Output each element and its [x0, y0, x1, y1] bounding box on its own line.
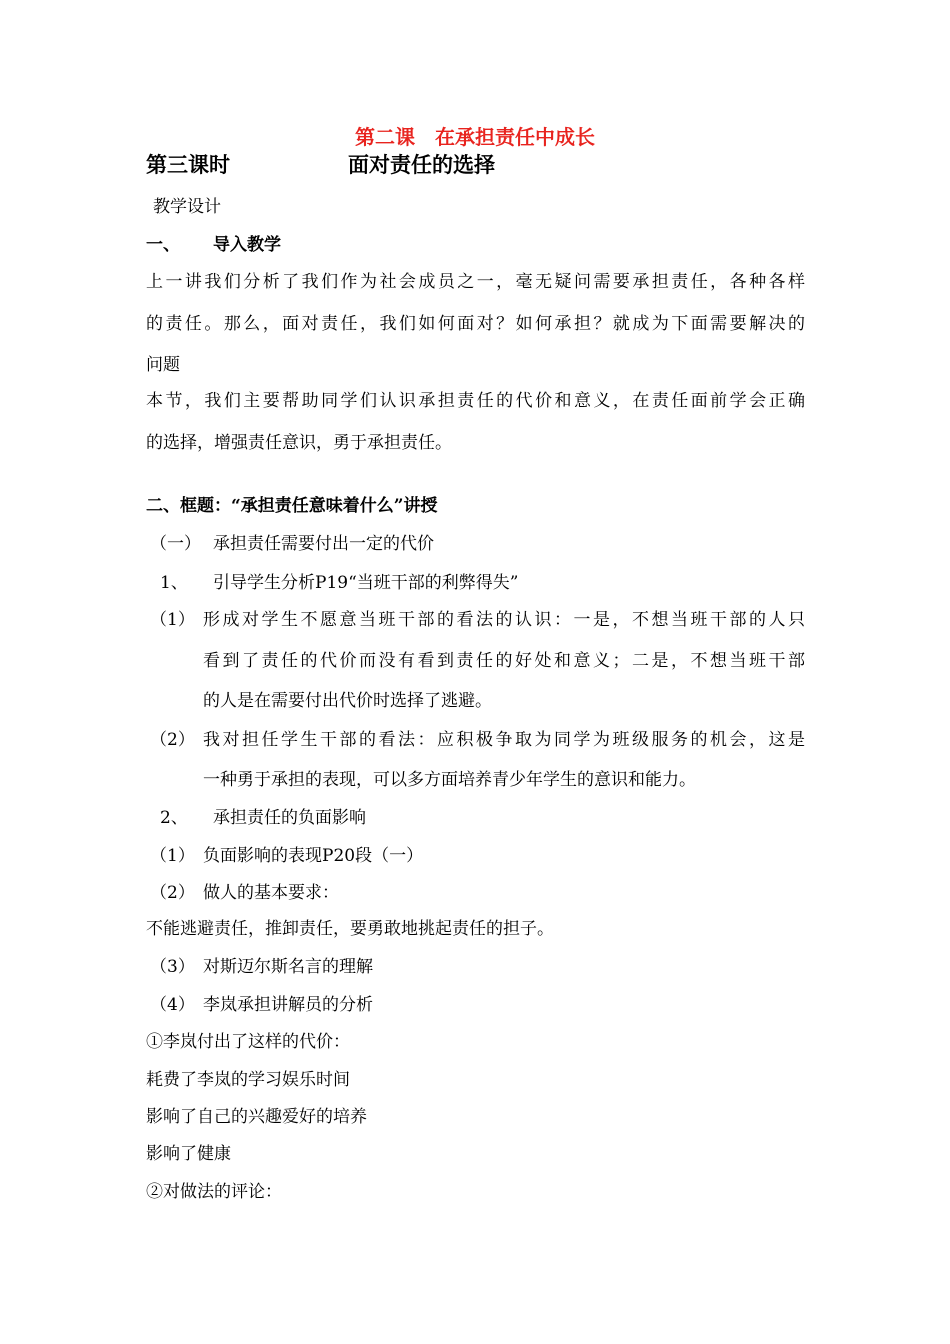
intro-line-3: 问题	[146, 355, 180, 375]
point-2-number: （2）	[150, 730, 195, 750]
subsection-1-heading: 承担责任需要付出一定的代价	[213, 534, 434, 554]
document-title: 第二课 在承担责任中成长	[355, 125, 595, 149]
intro-line-1: 上一讲我们分析了我们作为社会成员之一，毫无疑问需要承担责任，各种各样	[146, 272, 805, 292]
q2-detail: 不能逃避责任，推卸责任，要勇敢地挑起责任的担子。	[146, 919, 554, 939]
q1-text: 负面影响的表现P20段（一）	[203, 846, 424, 866]
cost-item-3: 影响了健康	[146, 1144, 231, 1164]
item-1-number: 1、	[160, 573, 188, 593]
item-1-text: 引导学生分析P19“当班干部的利弊得失”	[213, 573, 519, 593]
point-2-line-1: 我对担任学生干部的看法：应积极争取为同学为班级服务的机会，这是	[203, 730, 805, 750]
q4-text: 李岚承担讲解员的分析	[203, 995, 373, 1015]
section-1-number: 一、	[146, 235, 180, 255]
design-label: 教学设计	[153, 197, 221, 217]
lesson-topic: 面对责任的选择	[348, 153, 495, 177]
point-1-line-1: 形成对学生不愿意当班干部的看法的认识：一是，不想当班干部的人只	[203, 610, 805, 630]
point-1-line-3: 的人是在需要付出代价时选择了逃避。	[203, 691, 492, 711]
comment-heading: ②对做法的评论：	[146, 1182, 282, 1202]
point-2-line-2: 一种勇于承担的表现，可以多方面培养青少年学生的意识和能力。	[203, 770, 696, 790]
point-1-line-2: 看到了责任的代价而没有看到责任的好处和意义；二是，不想当班干部	[203, 651, 805, 671]
subsection-1-number: （一）	[150, 534, 201, 554]
cost-item-2: 影响了自己的兴趣爱好的培养	[146, 1107, 367, 1127]
q2-number: （2）	[150, 883, 195, 903]
cost-item-1: 耗费了李岚的学习娱乐时间	[146, 1070, 350, 1090]
goal-line-1: 本节，我们主要帮助同学们认识承担责任的代价和意义，在责任面前学会正确	[146, 391, 805, 411]
goal-line-2: 的选择，增强责任意识，勇于承担责任。	[146, 433, 452, 453]
item-2-text: 承担责任的负面影响	[213, 808, 366, 828]
q4-number: （4）	[150, 995, 195, 1015]
section-1-heading: 导入教学	[213, 235, 281, 255]
q3-number: （3）	[150, 957, 195, 977]
intro-line-2: 的责任。那么，面对责任，我们如何面对？如何承担？就成为下面需要解决的	[146, 314, 805, 334]
item-2-number: 2、	[160, 808, 188, 828]
q3-text: 对斯迈尔斯名言的理解	[203, 957, 373, 977]
lesson-number: 第三课时	[146, 153, 230, 177]
q2-text: 做人的基本要求：	[203, 883, 339, 903]
q1-number: （1）	[150, 846, 195, 866]
section-2-heading: 二、框题：“承担责任意味着什么”讲授	[146, 496, 438, 516]
cost-heading: ①李岚付出了这样的代价：	[146, 1032, 350, 1052]
point-1-number: （1）	[150, 610, 195, 630]
